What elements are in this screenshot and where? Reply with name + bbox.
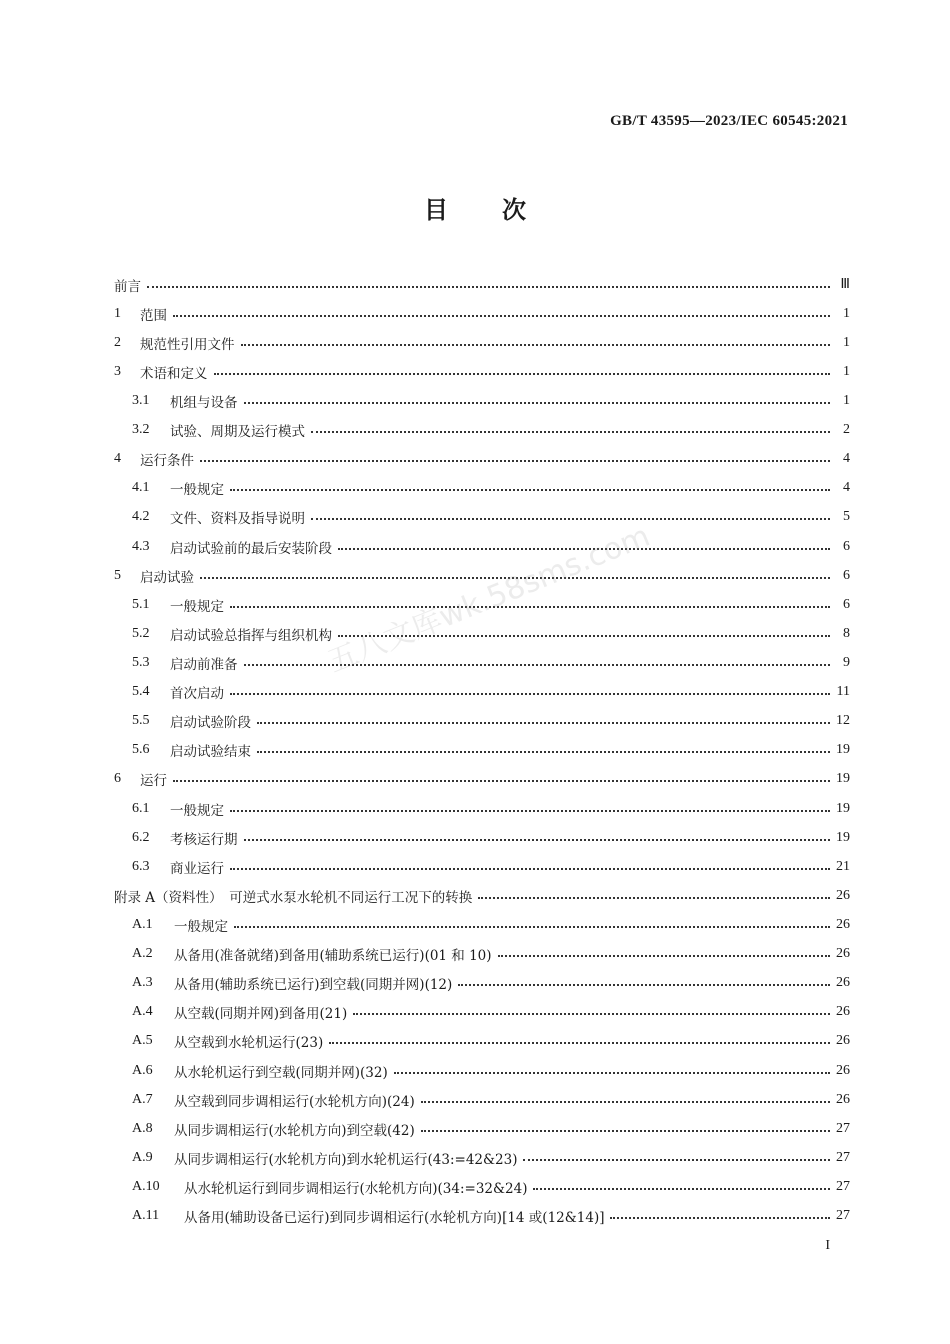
toc-entry-page: 26 <box>836 1033 850 1049</box>
toc-leader-dots <box>533 1174 830 1190</box>
toc-entry-label: 规范性引用文件 <box>140 336 235 353</box>
toc-leader-dots <box>311 504 830 520</box>
toc-entry-number: 5.1 <box>132 596 150 612</box>
toc-entry[interactable] <box>114 794 850 823</box>
toc-leader-dots <box>230 854 830 870</box>
toc-entry-page: 12 <box>836 713 850 729</box>
toc-entry-number: 3.1 <box>132 392 150 408</box>
toc-entry-label: 一般规定 <box>170 598 224 615</box>
toc-entry-number: A.6 <box>132 1062 153 1078</box>
toc-entry-number: 1 <box>114 305 121 321</box>
toc-entry[interactable] <box>114 532 850 561</box>
title-char-1: 目 <box>424 195 448 224</box>
toc-entry[interactable] <box>114 445 850 474</box>
toc-entry-number: A.5 <box>132 1033 153 1049</box>
toc-entry-page: 19 <box>836 742 850 758</box>
toc-entry-number: 4.3 <box>132 538 150 554</box>
toc-leader-dots <box>311 417 830 433</box>
toc-entry[interactable] <box>114 998 850 1027</box>
toc-entry-label: 文件、资料及指导说明 <box>170 511 305 528</box>
toc-leader-dots <box>257 708 830 724</box>
toc-entry-number: A.11 <box>132 1208 160 1224</box>
toc-entry-number: A.4 <box>132 1004 153 1020</box>
toc-entry-label: 一般规定 <box>174 918 228 935</box>
toc-entry-page: 8 <box>843 625 850 641</box>
toc-entry-label: 前言 <box>114 278 141 295</box>
toc-entry-label: 从同步调相运行(水轮机方向)到空载(42) <box>174 1122 415 1139</box>
toc-entry-number: 2 <box>114 334 121 350</box>
table-of-contents <box>114 270 850 1231</box>
toc-entry-page: 4 <box>843 480 850 496</box>
toc-entry-label: 启动试验总指挥与组织机构 <box>170 627 332 644</box>
toc-entry[interactable] <box>114 328 850 357</box>
toc-entry[interactable] <box>114 503 850 532</box>
toc-entry-page: 19 <box>836 771 850 787</box>
toc-entry-label: 首次启动 <box>170 686 224 703</box>
toc-entry[interactable] <box>114 619 850 648</box>
toc-entry[interactable] <box>114 1202 850 1231</box>
toc-leader-dots <box>234 912 830 928</box>
toc-entry-number: A.2 <box>132 946 153 962</box>
toc-entry-page: 27 <box>836 1178 850 1194</box>
toc-entry[interactable] <box>114 969 850 998</box>
toc-entry[interactable] <box>114 881 850 910</box>
toc-leader-dots <box>173 301 830 317</box>
toc-entry[interactable] <box>114 1114 850 1143</box>
toc-entry-label: 考核运行期 <box>170 831 238 848</box>
toc-entry-page: 21 <box>836 858 850 874</box>
toc-leader-dots <box>498 941 830 957</box>
toc-leader-dots <box>421 1087 830 1103</box>
toc-entry-page: 26 <box>836 1062 850 1078</box>
toc-entry[interactable] <box>114 1056 850 1085</box>
toc-entry-number: A.8 <box>132 1120 153 1136</box>
toc-leader-dots <box>244 388 831 404</box>
toc-entry-page: 1 <box>843 334 850 350</box>
toc-entry-page: Ⅲ <box>840 277 850 293</box>
toc-entry[interactable] <box>114 1143 850 1172</box>
toc-entry-label: 从水轮机运行到同步调相运行(水轮机方向)(34:=32&24) <box>184 1180 528 1197</box>
toc-entry-number: A.10 <box>132 1178 160 1194</box>
toc-entry-number: A.1 <box>132 916 153 932</box>
toc-entry[interactable] <box>114 1172 850 1201</box>
toc-entry-page: 6 <box>843 596 850 612</box>
toc-entry-page: 26 <box>836 975 850 991</box>
toc-leader-dots <box>478 883 830 899</box>
toc-entry[interactable] <box>114 910 850 939</box>
toc-entry-label: 启动试验 <box>140 569 194 586</box>
toc-entry-label: 商业运行 <box>170 860 224 877</box>
toc-entry-label: 试验、周期及运行模式 <box>170 424 305 441</box>
toc-entry-page: 26 <box>836 1091 850 1107</box>
toc-entry-page: 27 <box>836 1120 850 1136</box>
toc-entry-number: 5.3 <box>132 654 150 670</box>
toc-entry-label: 从空载到同步调相运行(水轮机方向)(24) <box>174 1093 415 1110</box>
toc-entry-label: 从水轮机运行到空载(同期并网)(32) <box>174 1064 388 1081</box>
toc-leader-dots <box>230 796 830 812</box>
toc-entry-number: A.9 <box>132 1149 153 1165</box>
toc-entry-page: 1 <box>843 363 850 379</box>
toc-leader-dots <box>353 999 830 1015</box>
toc-entry-number: 6.1 <box>132 800 150 816</box>
toc-leader-dots <box>421 1116 830 1132</box>
toc-entry[interactable] <box>114 736 850 765</box>
toc-entry-number: 5.2 <box>132 625 150 641</box>
toc-entry-number: 4.2 <box>132 509 150 525</box>
toc-entry-number: 5.5 <box>132 713 150 729</box>
toc-entry-page: 5 <box>843 509 850 525</box>
toc-entry-number: A.7 <box>132 1091 153 1107</box>
toc-leader-dots <box>523 1145 830 1161</box>
toc-entry-number: 5 <box>114 567 121 583</box>
toc-entry-label: 一般规定 <box>170 802 224 819</box>
toc-entry-page: 26 <box>836 887 850 903</box>
toc-entry-page: 6 <box>843 538 850 554</box>
toc-entry[interactable] <box>114 270 850 299</box>
toc-leader-dots <box>610 1203 830 1219</box>
toc-entry-number: 3 <box>114 363 121 379</box>
toc-entry-number: 5.6 <box>132 742 150 758</box>
toc-entry-label: 启动试验前的最后安装阶段 <box>170 540 332 557</box>
toc-entry[interactable] <box>114 357 850 386</box>
toc-entry-page: 26 <box>836 916 850 932</box>
toc-entry-label: 运行条件 <box>140 453 194 470</box>
toc-entry-label: 启动试验结束 <box>170 744 251 761</box>
watermark: 五八文库wk.58sms.com <box>322 518 655 680</box>
toc-leader-dots <box>257 737 830 753</box>
toc-leader-dots <box>200 446 830 462</box>
toc-entry[interactable] <box>114 678 850 707</box>
toc-entry-number: 6.2 <box>132 829 150 845</box>
toc-entry-page: 27 <box>836 1149 850 1165</box>
toc-entry-number: 4.1 <box>132 480 150 496</box>
toc-entry[interactable] <box>114 852 850 881</box>
toc-leader-dots <box>230 475 830 491</box>
toc-entry-page: 4 <box>843 451 850 467</box>
toc-entry-number: A.3 <box>132 975 153 991</box>
toc-entry-page: 2 <box>843 422 850 438</box>
toc-entry-label: 从备用(辅助设备已运行)到同步调相运行(水轮机方向)[14 或(12&14)] <box>184 1210 605 1227</box>
toc-entry[interactable] <box>114 940 850 969</box>
toc-entry-label: 附录 A（资料性） 可逆式水泵水轮机不同运行工况下的转换 <box>114 889 473 906</box>
toc-entry-label: 术语和定义 <box>140 365 208 382</box>
toc-entry-number: 3.2 <box>132 422 150 438</box>
toc-entry-label: 运行 <box>140 773 167 790</box>
toc-entry[interactable] <box>114 299 850 328</box>
toc-leader-dots <box>244 825 831 841</box>
toc-entry-label: 从同步调相运行(水轮机方向)到水轮机运行(43:=42&23) <box>174 1151 518 1168</box>
toc-entry[interactable] <box>114 823 850 852</box>
toc-entry[interactable] <box>114 1085 850 1114</box>
toc-leader-dots <box>173 766 830 782</box>
toc-entry-page: 19 <box>836 800 850 816</box>
toc-leader-dots <box>394 1058 830 1074</box>
toc-entry-label: 从备用(辅助系统已运行)到空载(同期并网)(12) <box>174 977 453 994</box>
toc-entry-page: 26 <box>836 946 850 962</box>
standard-code: GB/T 43595—2023/IEC 60545:2021 <box>610 113 848 129</box>
toc-entry[interactable] <box>114 1027 850 1056</box>
toc-entry[interactable] <box>114 765 850 794</box>
toc-entry-number: 5.4 <box>132 684 150 700</box>
toc-entry-page: 26 <box>836 1004 850 1020</box>
toc-entry-page: 11 <box>836 684 850 700</box>
toc-entry-label: 启动前准备 <box>170 656 238 673</box>
page-title <box>0 190 950 225</box>
toc-entry-page: 6 <box>843 567 850 583</box>
toc-entry-label: 一般规定 <box>170 482 224 499</box>
toc-entry[interactable] <box>114 707 850 736</box>
toc-leader-dots <box>458 970 830 986</box>
title-char-2: 次 <box>502 195 526 224</box>
toc-leader-dots <box>214 359 831 375</box>
toc-entry-label: 启动试验阶段 <box>170 715 251 732</box>
toc-entry[interactable] <box>114 648 850 677</box>
toc-leader-dots <box>147 272 830 288</box>
toc-entry[interactable] <box>114 416 850 445</box>
toc-leader-dots <box>241 330 831 346</box>
toc-entry[interactable] <box>114 474 850 503</box>
toc-entry-number: 4 <box>114 451 121 467</box>
toc-entry-label: 从空载(同期并网)到备用(21) <box>174 1006 348 1023</box>
toc-entry-page: 19 <box>836 829 850 845</box>
toc-entry-label: 机组与设备 <box>170 394 238 411</box>
toc-leader-dots <box>329 1028 830 1044</box>
toc-entry-page: 27 <box>836 1208 850 1224</box>
toc-entry-number: 6.3 <box>132 858 150 874</box>
page-number: I <box>825 1238 830 1253</box>
toc-entry-label: 从备用(准备就绪)到备用(辅助系统已运行)(01 和 10) <box>174 948 492 965</box>
toc-entry-label: 从空载到水轮机运行(23) <box>174 1035 324 1052</box>
toc-entry-page: 9 <box>843 654 850 670</box>
toc-leader-dots <box>230 679 830 695</box>
toc-entry[interactable] <box>114 386 850 415</box>
toc-entry-label: 范围 <box>140 307 167 324</box>
toc-entry-number: 6 <box>114 771 121 787</box>
toc-entry-page: 1 <box>843 392 850 408</box>
toc-entry-page: 1 <box>843 305 850 321</box>
